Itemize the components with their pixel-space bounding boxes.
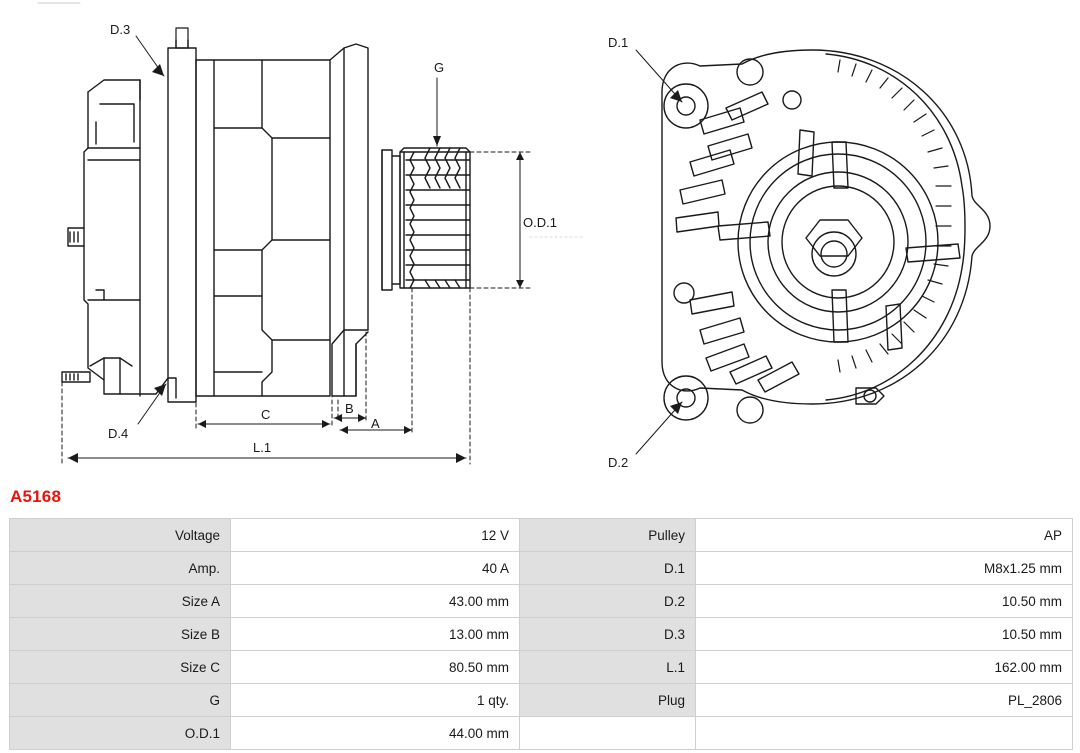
callout-label-b: B: [345, 401, 354, 416]
spec-key: G: [10, 684, 231, 717]
spec-key: D.3: [520, 618, 696, 651]
spec-key: Size B: [10, 618, 231, 651]
spec-key: Plug: [520, 684, 696, 717]
table-row: [10, 717, 1073, 750]
spec-empty-cell: [696, 717, 1073, 750]
spec-value: 10.50 mm: [696, 618, 1073, 651]
callout-label-d3: D.3: [110, 22, 131, 37]
callout-label-g: G: [434, 60, 445, 75]
spec-key: Amp.: [10, 552, 231, 585]
callout-label-d4: D.4: [108, 426, 129, 441]
spec-value: PL_2806: [696, 684, 1073, 717]
spec-value: 43.00 mm: [231, 585, 520, 618]
spec-key: D.1: [520, 552, 696, 585]
spec-value: AP: [696, 519, 1073, 552]
spec-value: M8x1.25 mm: [696, 552, 1073, 585]
spec-key: Voltage: [10, 519, 231, 552]
callout-label-c: C: [261, 407, 271, 422]
callout-label-od1: O.D.1: [523, 215, 557, 230]
spec-key: Size C: [10, 651, 231, 684]
spec-key: L.1: [520, 651, 696, 684]
spec-key: D.2: [520, 585, 696, 618]
spec-value: 13.00 mm: [231, 618, 520, 651]
spec-value: 10.50 mm: [696, 585, 1073, 618]
spec-value: 1 qty.: [231, 684, 520, 717]
callout-label-a: A: [371, 416, 380, 431]
table-row: [10, 684, 1073, 717]
spec-key: Pulley: [520, 519, 696, 552]
callout-label-l1: L.1: [253, 440, 272, 455]
part-number: A5168: [10, 487, 62, 506]
spec-key: O.D.1: [10, 717, 231, 750]
spec-value: 162.00 mm: [696, 651, 1073, 684]
table-row: [10, 618, 1073, 651]
spec-value: 40 A: [231, 552, 520, 585]
specifications-table: [9, 518, 1073, 750]
table-row: [10, 519, 1073, 552]
callout-label-d2: D.2: [608, 455, 629, 470]
spec-value: 12 V: [231, 519, 520, 552]
spec-value: 80.50 mm: [231, 651, 520, 684]
table-row: [10, 651, 1073, 684]
table-row: [10, 585, 1073, 618]
spec-value: 44.00 mm: [231, 717, 520, 750]
spec-key: Size A: [10, 585, 231, 618]
callout-label-d1: D.1: [608, 35, 629, 50]
table-row: [10, 552, 1073, 585]
spec-empty-cell: [520, 717, 696, 750]
